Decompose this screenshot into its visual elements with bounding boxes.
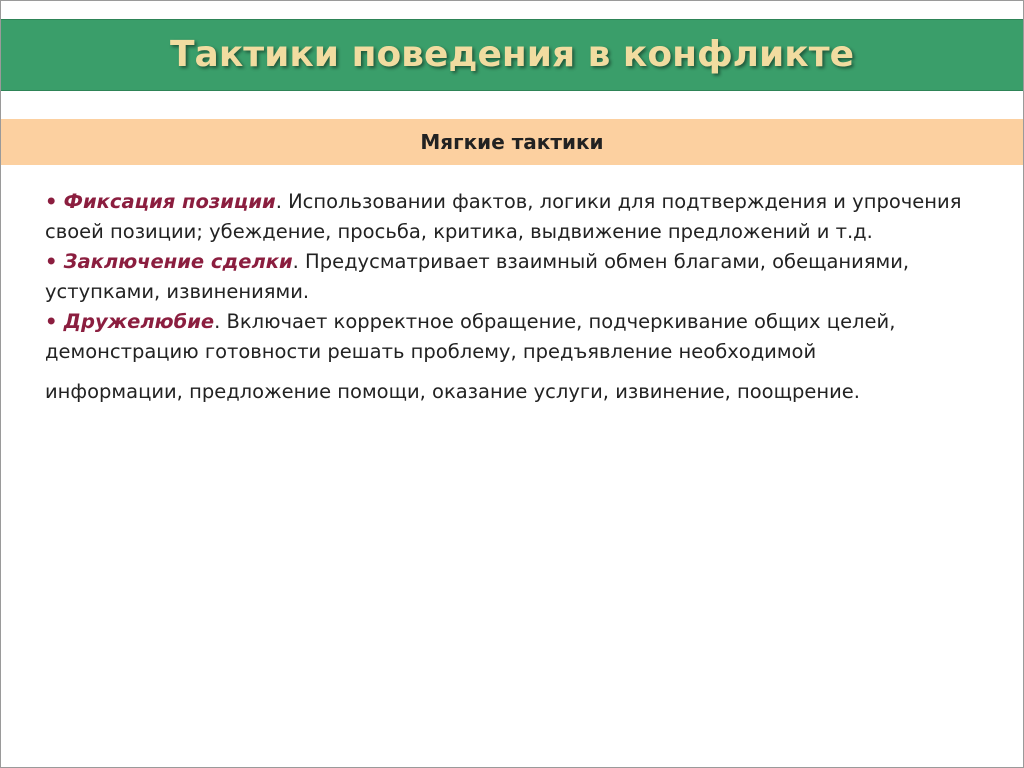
- list-item: [45, 307, 995, 407]
- bullet-icon: •: [45, 250, 58, 273]
- item-text-continued: информации, предложение помощи, оказание услуги, извинение, поощрение.: [45, 380, 860, 403]
- item-text: . Включает корректное обращение, подчеркивание общих целей, демонстрацию готовности решать проблему, предъявление необходимой: [45, 310, 896, 363]
- term-label: Заключение сделки: [63, 250, 293, 273]
- bullet-icon: •: [45, 310, 58, 333]
- slide-title: Тактики поведения в конфликте: [170, 34, 854, 75]
- item-text: . Предусматривает взаимный обмен благами, обещаниями, уступками, извинениями.: [45, 250, 910, 303]
- title-bar: [1, 19, 1023, 91]
- term-label: Фиксация позиции: [63, 190, 276, 213]
- bullet-icon: •: [45, 190, 58, 213]
- slide-subtitle: Мягкие тактики: [420, 130, 604, 154]
- list-item: [45, 247, 995, 307]
- item-text: . Использовании фактов, логики для подтверждения и упрочения своей позиции; убеждение, просьба, критика, выдвижение предложений и т.д.: [45, 190, 962, 243]
- list-item: [45, 187, 995, 247]
- content-body: [45, 187, 995, 407]
- term-label: Дружелюбие: [63, 310, 215, 333]
- subtitle-bar: [1, 119, 1023, 165]
